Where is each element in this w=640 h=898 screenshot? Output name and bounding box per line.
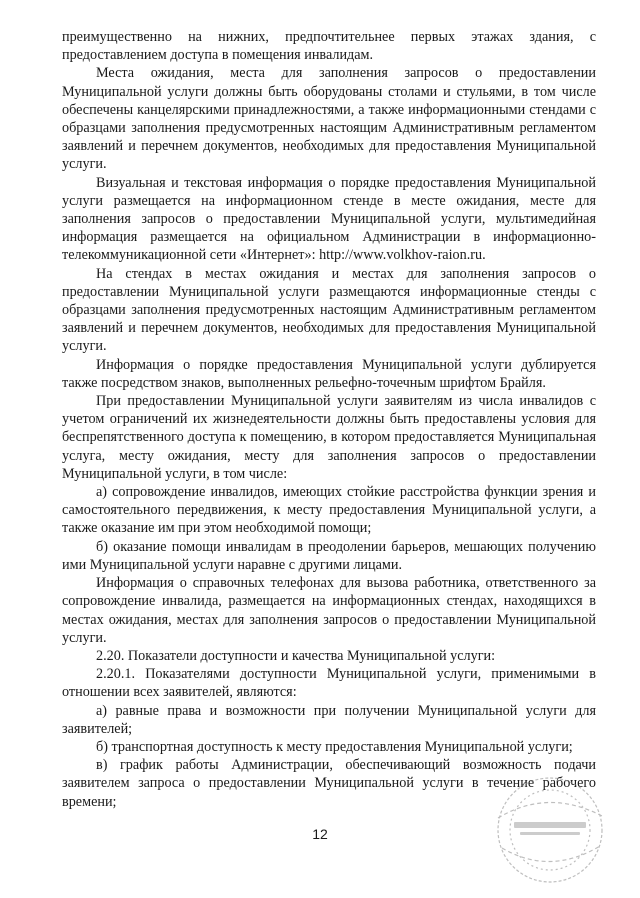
paragraph: Места ожидания, места для заполнения запросов о предоставлении Муниципальной услуги должны быть оборудованы столами и стульями, в том числе обеспечены канцелярскими принадлежностями, а также информационными стендами с образцами заполнения предусмотренных настоящим Административным регламентом заявлений и перечнем документов, необходимых для предоставления Муниципальной услуги. (62, 65, 596, 173)
list-item: а) равные права и возможности при получении Муниципальной услуги для заявителей; (62, 702, 596, 737)
list-item: в) график работы Администрации, обеспечивающий возможность подачи заявителем запроса о предоставлении Муниципальной услуги в течение рабочего времени; (62, 757, 596, 810)
official-seal-stamp (468, 768, 618, 886)
paragraph: На стендах в местах ожидания и местах для заполнения запросов о предоставлении Муниципальной услуги размещаются информационные стенды с образцами заполнения предусмотренных настоящим Административным регламентом заявлений и перечнем документов, необходимых для предоставления Муниципальной услуги. (62, 265, 596, 355)
document-body (62, 28, 596, 811)
list-item: б) транспортная доступность к месту предоставления Муниципальной услуги; (96, 738, 573, 755)
paragraph: 2.20.1. Показателями доступности Муниципальной услуги, применимыми в отношении всех заявителей, являются: (62, 666, 596, 701)
paragraph: Информация о порядке предоставления Муниципальной услуги дублируется также посредством знаков, выполненных рельефно-точечным шрифтом Брайля. (62, 356, 596, 391)
list-item: а) сопровождение инвалидов, имеющих стойкие расстройства функции зрения и самостоятельного передвижения, к месту предоставления Муниципальной услуги, а также оказание им при этом необходимой помощи; (62, 484, 596, 537)
page-number: 12 (312, 826, 328, 842)
paragraph: Визуальная и текстовая информация о порядке предоставления Муниципальной услуги размещается на информационном стенде в месте ожидания, месте для заполнения запросов о предоставлении Муниципальной услуги, мультимедийная информация размещается на официальном Администрации в информационно-телекоммуникационной сети «Интернет»: http://www.volkhov-raion.ru. (62, 174, 596, 264)
section-heading: 2.20. Показатели доступности и качества Муниципальной услуги: (96, 647, 496, 664)
paragraph: При предоставлении Муниципальной услуги заявителям из числа инвалидов с учетом ограничений их жизнедеятельности должны быть предоставлены условия для беспрепятственного доступа к помещению, в котором предоставляется Муниципальная услуга, месту ожидания, месту для заполнения запросов о предоставлении Муниципальной услуги, в том числе: (62, 393, 596, 482)
paragraph: преимущественно на нижних, предпочтительнее первых этажах здания, с предоставлением доступа в помещения инвалидам. (62, 29, 596, 64)
paragraph: Информация о справочных телефонах для вызова работника, ответственного за сопровождение инвалида, размещается на информационных стендах, находящихся в местах ожидания, местах для заполнения запросов о предоставлении Муниципальной услуги. (62, 575, 596, 646)
list-item: б) оказание помощи инвалидам в преодолении барьеров, мешающих получению ими Муниципальной услуги наравне с другими лицами. (62, 538, 596, 573)
